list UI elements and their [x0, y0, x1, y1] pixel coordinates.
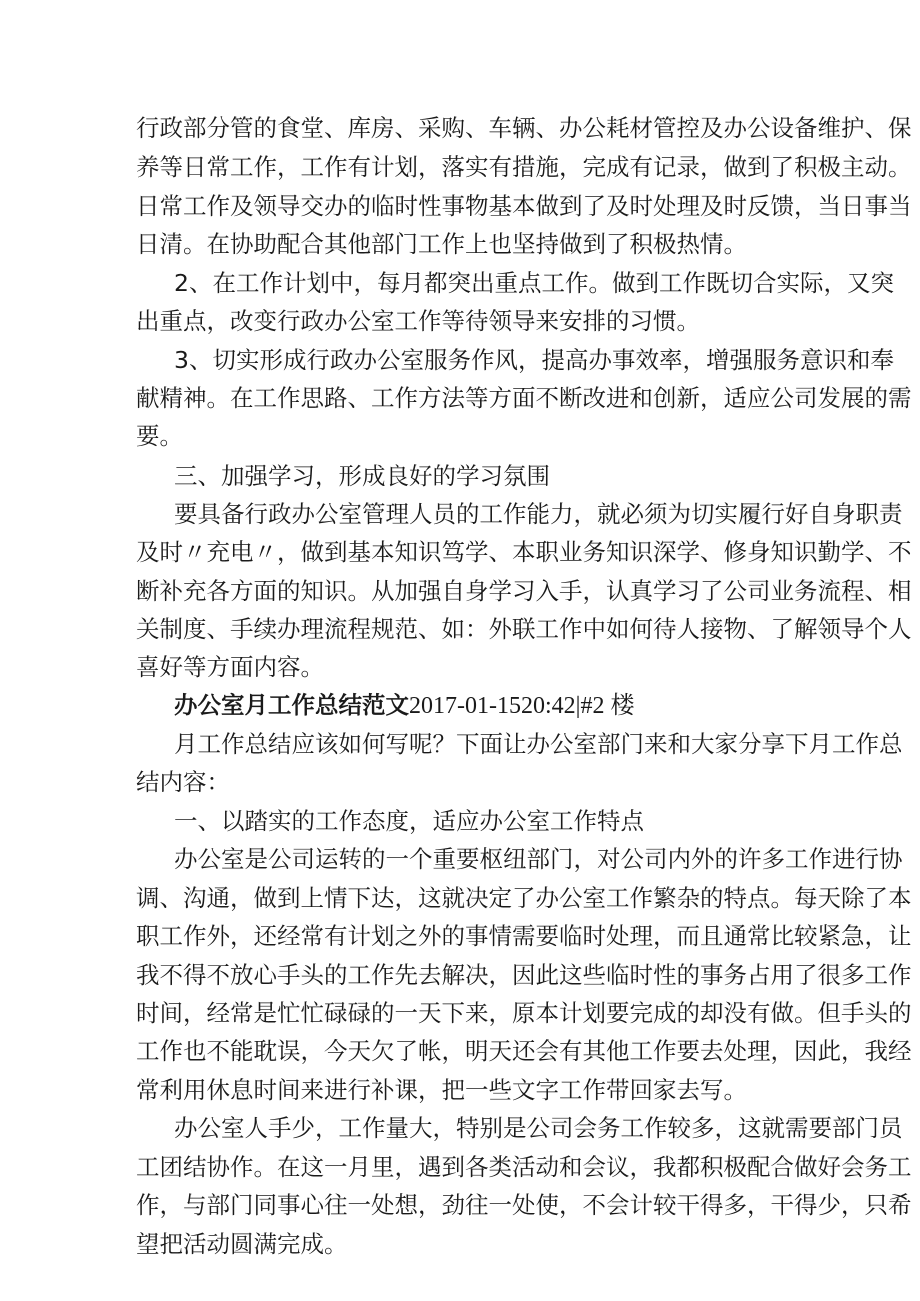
paragraph-line: 望把活动圆满完成。	[136, 1230, 348, 1258]
section-heading: 三、加强学习，形成良好的学习氛围	[174, 462, 550, 490]
paragraph-line: 献精神。在工作思路、工作方法等方面不断改进和创新，适应公司发展的需	[136, 384, 912, 412]
paragraph-line: 要。	[136, 422, 183, 450]
paragraph-line: 要具备行政办公室管理人员的工作能力，就必须为切实履行好自身职责	[174, 500, 903, 528]
paragraph-line: 3、切实形成行政办公室服务作风，提高办事效率，增强服务意识和奉	[174, 346, 894, 374]
post-heading	[174, 690, 634, 721]
paragraph-line: 常利用休息时间来进行补课，把一些文字工作带回家去写。	[136, 1076, 747, 1104]
paragraph-line: 时间，经常是忙忙碌碌的一天下来，原本计划要完成的却没有做。但手头的	[136, 999, 912, 1027]
paragraph-line: 2、在工作计划中，每月都突出重点工作。做到工作既切合实际，又突	[174, 269, 894, 297]
paragraph-line: 职工作外，还经常有计划之外的事情需要临时处理，而且通常比较紧急，让	[136, 922, 912, 950]
paragraph-line: 作，与部门同事心往一处想，劲往一处使，不会计较干得多，干得少，只希	[136, 1191, 912, 1219]
section-heading: 一、以踏实的工作态度，适应办公室工作特点	[174, 807, 644, 835]
paragraph-line: 工团结协作。在这一月里，遇到各类活动和会议，我都积极配合做好会务工	[136, 1153, 912, 1181]
paragraph-line: 日常工作及领导交办的临时性事物基本做到了及时处理及时反馈，当日事当	[136, 192, 912, 220]
paragraph-line: 喜好等方面内容。	[136, 653, 324, 681]
paragraph-line: 关制度、手续办理流程规范、如：外联工作中如何待人接物、了解领导个人	[136, 615, 912, 643]
paragraph-line: 结内容：	[136, 768, 230, 796]
paragraph-line: 工作也不能耽误，今天欠了帐，明天还会有其他工作要去处理，因此，我经	[136, 1037, 912, 1065]
paragraph-line: 调、沟通，做到上情下达，这就决定了办公室工作繁杂的特点。每天除了本	[136, 884, 912, 912]
paragraph-line: 日清。在协助配合其他部门工作上也坚持做到了积极热情。	[136, 230, 747, 258]
paragraph-line: 出重点，改变行政办公室工作等待领导来安排的习惯。	[136, 307, 700, 335]
paragraph-line: 办公室是公司运转的一个重要枢纽部门，对公司内外的许多工作进行协	[174, 845, 903, 873]
paragraph-line: 办公室人手少，工作量大，特别是公司会务工作较多，这就需要部门员	[174, 1114, 903, 1142]
paragraph-line: 及时〃充电〃，做到基本知识笃学、本职业务知识深学、修身知识勤学、不	[136, 538, 912, 566]
paragraph-line: 行政部分管的食堂、库房、采购、车辆、办公耗材管控及办公设备维护、保	[136, 114, 912, 142]
paragraph-line: 断补充各方面的知识。从加强自身学习入手，认真学习了公司业务流程、相	[136, 577, 912, 605]
post-meta: 2017-01-1520:42|#2 楼	[409, 693, 635, 719]
paragraph-line: 月工作总结应该如何写呢？下面让办公室部门来和大家分享下月工作总	[174, 730, 903, 758]
post-title: 办公室月工作总结范文	[174, 691, 409, 719]
paragraph-line: 我不得不放心手头的工作先去解决，因此这些临时性的事务占用了很多工作	[136, 961, 912, 989]
paragraph-line: 养等日常工作，工作有计划，落实有措施，完成有记录，做到了积极主动。	[136, 153, 912, 181]
